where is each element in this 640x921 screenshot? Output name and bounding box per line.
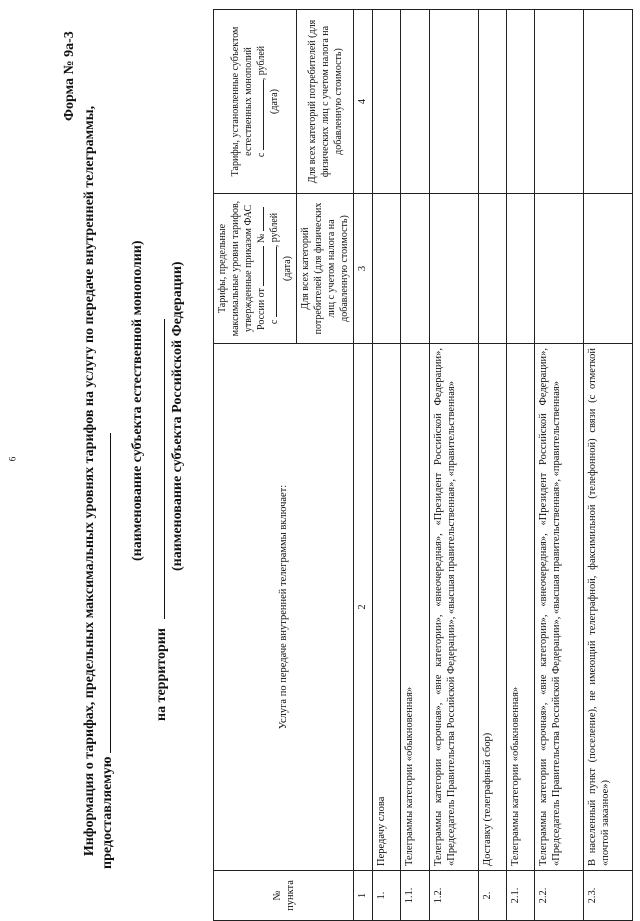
subject-tariff-cell	[373, 10, 401, 194]
column-number-1: 1	[354, 871, 373, 921]
caption-region: (наименование субъекта Российской Федерации)	[170, 261, 185, 571]
region-name-blank	[152, 319, 165, 619]
header-subject-date: (дата)	[269, 89, 280, 114]
row-number: 1.1.	[401, 871, 429, 921]
table-row	[535, 10, 584, 921]
row-number: 2.3.	[584, 871, 633, 921]
table-row	[429, 10, 478, 921]
row-number: 1.	[373, 871, 401, 921]
table-row	[584, 10, 633, 921]
document-heading	[82, 71, 116, 891]
header-subject-text: Тарифы, установленные субъектом естественных монополий	[230, 26, 254, 177]
header-fas-tariffs	[214, 194, 297, 344]
tariff-table	[213, 9, 633, 921]
subject-tariff-cell	[535, 10, 584, 194]
fas-tariff-cell	[373, 194, 401, 344]
heading-line-2	[98, 71, 116, 891]
subject-tariff-cell	[429, 10, 478, 194]
table-row	[373, 10, 401, 921]
row-text: Телеграммы категории «обыкновенная»	[506, 344, 534, 871]
table-row	[506, 10, 534, 921]
subject-name-blank	[98, 433, 111, 753]
subheader-fas-consumers: Для всех категорий потребителей (для физических лиц с учетом налога на добавленную стоимость)	[297, 194, 354, 344]
subheader-subject-consumers: Для всех категорий потребителей (для физических лиц с учетом налога на добавленную стоимость)	[297, 10, 354, 194]
row-text: Доставку (телеграфный сбор)	[478, 344, 506, 871]
header-item-number: № пункта	[214, 871, 354, 921]
subject-tariff-cell	[478, 10, 506, 194]
row-number: 2.1.	[506, 871, 534, 921]
header-subject-tariffs	[214, 10, 297, 194]
heading-provided-label: предоставляемую	[100, 756, 115, 869]
heading-line-1: Информация о тарифах, предельных максимальных уровнях тарифов на услугу по передаче внутренней телеграммы,	[82, 105, 97, 857]
column-number-4: 4	[354, 10, 373, 194]
row-text: В населенный пункт (поселение), не имеющий телеграфной, факсимильной (телефонной) связи (с отметкой «почтой заказное»)	[584, 344, 633, 871]
header-subject-from: с	[256, 152, 267, 158]
header-fas-date: (дата)	[282, 256, 293, 281]
header-fas-text: Тарифы, предельные максимальные уровни тарифов, утвержденные приказом ФАС России от	[217, 200, 267, 337]
territory-label: на территории	[154, 628, 169, 721]
row-text: Телеграммы категории «обыкновенная»	[401, 344, 429, 871]
table-row	[478, 10, 506, 921]
column-number-2: 2	[354, 344, 373, 871]
territory-line	[152, 319, 170, 721]
row-text: Передачу слова	[373, 344, 401, 871]
fas-tariff-cell	[401, 194, 429, 344]
fas-tariff-cell	[478, 194, 506, 344]
row-text: Телеграммы категории «срочная», «вне категории», «внеочередная», «Президент Российской Федерации», «Председатель Правительства Российской Федерации», «высшая правительственная», «правительственная»	[535, 344, 584, 871]
row-number: 1.2.	[429, 871, 478, 921]
fas-tariff-cell	[506, 194, 534, 344]
row-number: 2.2.	[535, 871, 584, 921]
fas-tariff-cell	[429, 194, 478, 344]
fas-tariff-cell	[584, 194, 633, 344]
page-number: 6	[7, 456, 18, 462]
header-service: Услуга по передаче внутренней телеграммы включает:	[214, 344, 354, 871]
column-number-3: 3	[354, 194, 373, 344]
subject-tariff-cell	[401, 10, 429, 194]
table-row	[401, 10, 429, 921]
subject-tariff-cell	[506, 10, 534, 194]
header-fas-from: с	[269, 319, 280, 325]
caption-subject: (наименование субъекта естественной монополии)	[130, 240, 145, 561]
row-number: 2.	[478, 871, 506, 921]
header-fas-rub: , рублей	[269, 212, 280, 248]
header-fas-no: №	[256, 233, 267, 244]
form-label: Форма № 9а-3	[62, 31, 77, 121]
header-subject-rub: , рублей	[256, 45, 267, 81]
subject-tariff-cell	[584, 10, 633, 194]
fas-tariff-cell	[535, 194, 584, 344]
row-text: Телеграммы категории «срочная», «вне категории», «внеочередная», «Президент Российской Федерации», «Председатель Правительства Российской Федерации», «высшая правительственная», «правительственная»	[429, 344, 478, 871]
